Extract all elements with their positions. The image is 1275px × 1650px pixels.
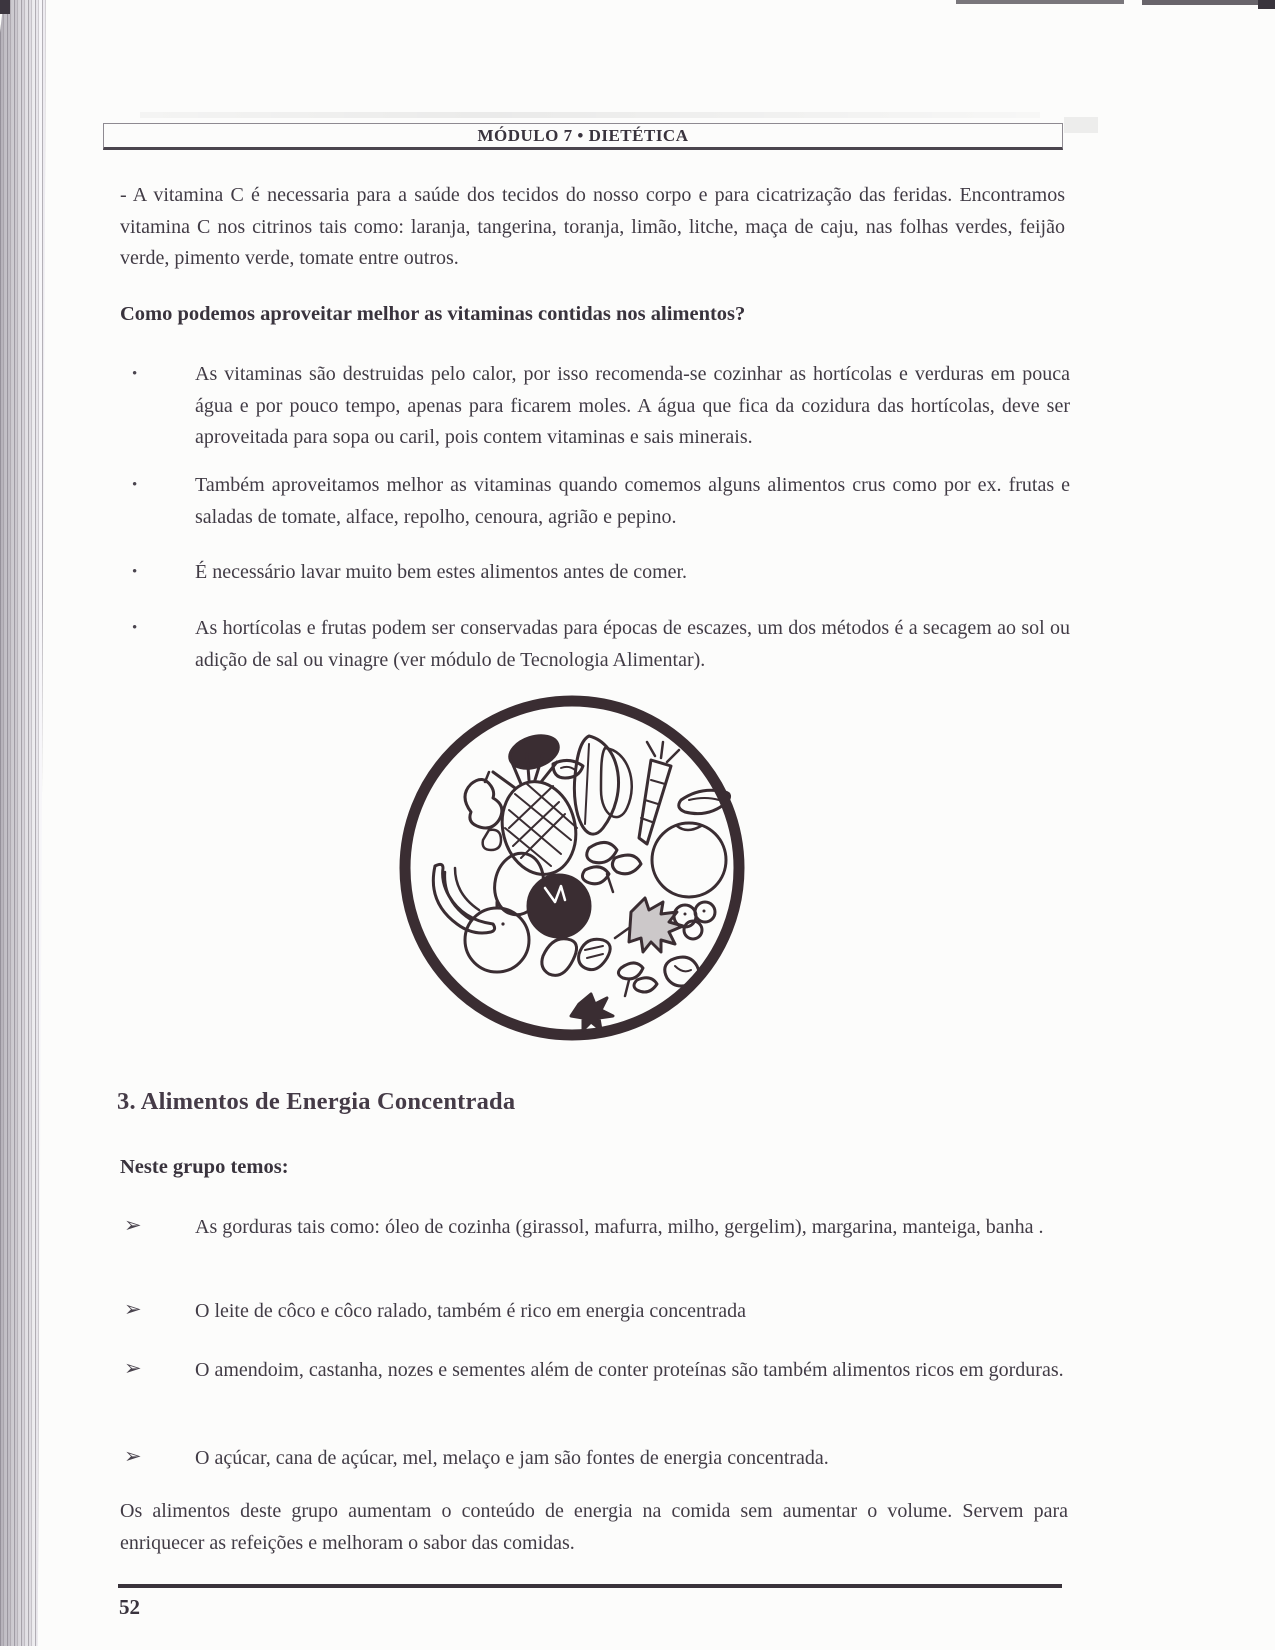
leafy-greens-drawing xyxy=(574,736,631,834)
group-heading: Neste grupo temos: xyxy=(120,1156,289,1178)
scan-smear xyxy=(140,112,1040,118)
arrow-bullet-icon: ➢ xyxy=(124,1297,142,1321)
footer-rule xyxy=(118,1584,1062,1588)
list-item-text: É necessário lavar muito bem estes alimentos antes de comer. xyxy=(195,561,688,583)
scan-smear xyxy=(1064,117,1098,133)
list-item-text: As hortícolas e frutas podem ser conservadas para épocas de escazes, um dos métodos é a secagem ao sol ou adição de sal ou vinagre (ver módulo de Tecnologia Alimentar). xyxy=(195,617,1070,671)
list-item-text: O açúcar, cana de açúcar, mel, melaço e jam são fontes de energia concentrada. xyxy=(195,1447,829,1469)
intro-paragraph: - A vitamina C é necessaria para a saúde dos tecidos do nosso corpo e para cicatrização das feridas. Encontramos vitamina C nos citrinos tais como: laranja, tangerina, toranja, limão, litche, maça de caju, nas folhas verdes, feijão verde, pimento verde, tomate entre outros. xyxy=(120,184,1065,269)
fruits-vegetables-illustration xyxy=(393,688,751,1048)
list-item xyxy=(130,557,1070,589)
arrow-bullet-icon: ➢ xyxy=(124,1213,142,1237)
module-title: MÓDULO 7 • DIETÉTICA xyxy=(477,126,689,145)
list-item xyxy=(124,1296,1070,1328)
banana-drawing xyxy=(433,864,494,933)
scan-artifact-dash xyxy=(956,0,1124,4)
list-item xyxy=(124,1443,1070,1475)
leaf-cluster-drawing xyxy=(618,963,657,996)
question-heading: Como podemos aproveitar melhor as vitaminas contidas nos alimentos? xyxy=(120,303,746,325)
orange-drawing xyxy=(465,902,529,972)
walnut-drawing xyxy=(665,957,699,986)
section-heading: 3. Alimentos de Energia Concentrada xyxy=(117,1088,516,1115)
closing-paragraph: Os alimentos deste grupo aumentam o conteúdo de energia na comida sem aumentar o volume. Servem para enriquecer as refeições e melhoram o sabor das comidas. xyxy=(120,1500,1068,1554)
bullet-icon: • xyxy=(132,620,138,636)
dark-fruit-drawing xyxy=(528,875,590,937)
arrow-bullet-icon: ➢ xyxy=(124,1444,142,1468)
basil-leaves-drawing xyxy=(582,842,641,892)
list-item-text: As vitaminas são destruidas pelo calor, por isso recomenda-se cozinhar as hortícolas e verduras em pouca água e por pouco tempo, apenas para ficarem moles. A água que fica da cozidura das hortícolas, deve ser aproveitada para sopa ou caril, pois contem vitaminas e sais minerais. xyxy=(195,363,1070,448)
list-item xyxy=(124,1212,1070,1244)
small-sprig-drawing xyxy=(571,994,613,1030)
list-item xyxy=(124,1355,1070,1387)
list-item-text: O leite de côco e côco ralado, também é rico em energia concentrada xyxy=(195,1300,747,1322)
list-item xyxy=(130,470,1070,533)
bullet-icon: • xyxy=(132,564,138,580)
squash-slice-drawing xyxy=(542,939,610,976)
bullet-icon: • xyxy=(132,366,138,382)
list-item-text: Também aproveitamos melhor as vitaminas quando comemos alguns alimentos crus como por ex. frutas e saladas de tomate, alface, repolho, cenoura, agrião e pepino. xyxy=(195,474,1070,528)
list-item-text: O amendoim, castanha, nozes e sementes além de conter proteínas são também alimentos ricos em gorduras. xyxy=(195,1359,1064,1381)
bullet-icon: • xyxy=(132,477,138,493)
page-header xyxy=(103,123,1063,150)
berries-drawing xyxy=(674,902,715,939)
list-item xyxy=(130,359,1070,454)
scan-corner-mark xyxy=(0,0,10,14)
scan-artifact-dash xyxy=(1258,0,1275,9)
scan-artifact-dash xyxy=(1142,0,1260,5)
arrow-bullet-icon: ➢ xyxy=(124,1356,142,1380)
list-item xyxy=(130,613,1070,676)
pear-drawing xyxy=(465,772,502,850)
herb-sprig-drawing xyxy=(615,898,683,952)
carrot-drawing xyxy=(639,742,679,844)
tomato-drawing xyxy=(652,823,726,897)
list-item-text: As gorduras tais como: óleo de cozinha (girassol, mafurra, milho, gergelim), margarina, manteiga, banha . xyxy=(195,1216,1044,1238)
page-number: 52 xyxy=(119,1595,140,1619)
book-binding-edge xyxy=(0,0,46,1646)
